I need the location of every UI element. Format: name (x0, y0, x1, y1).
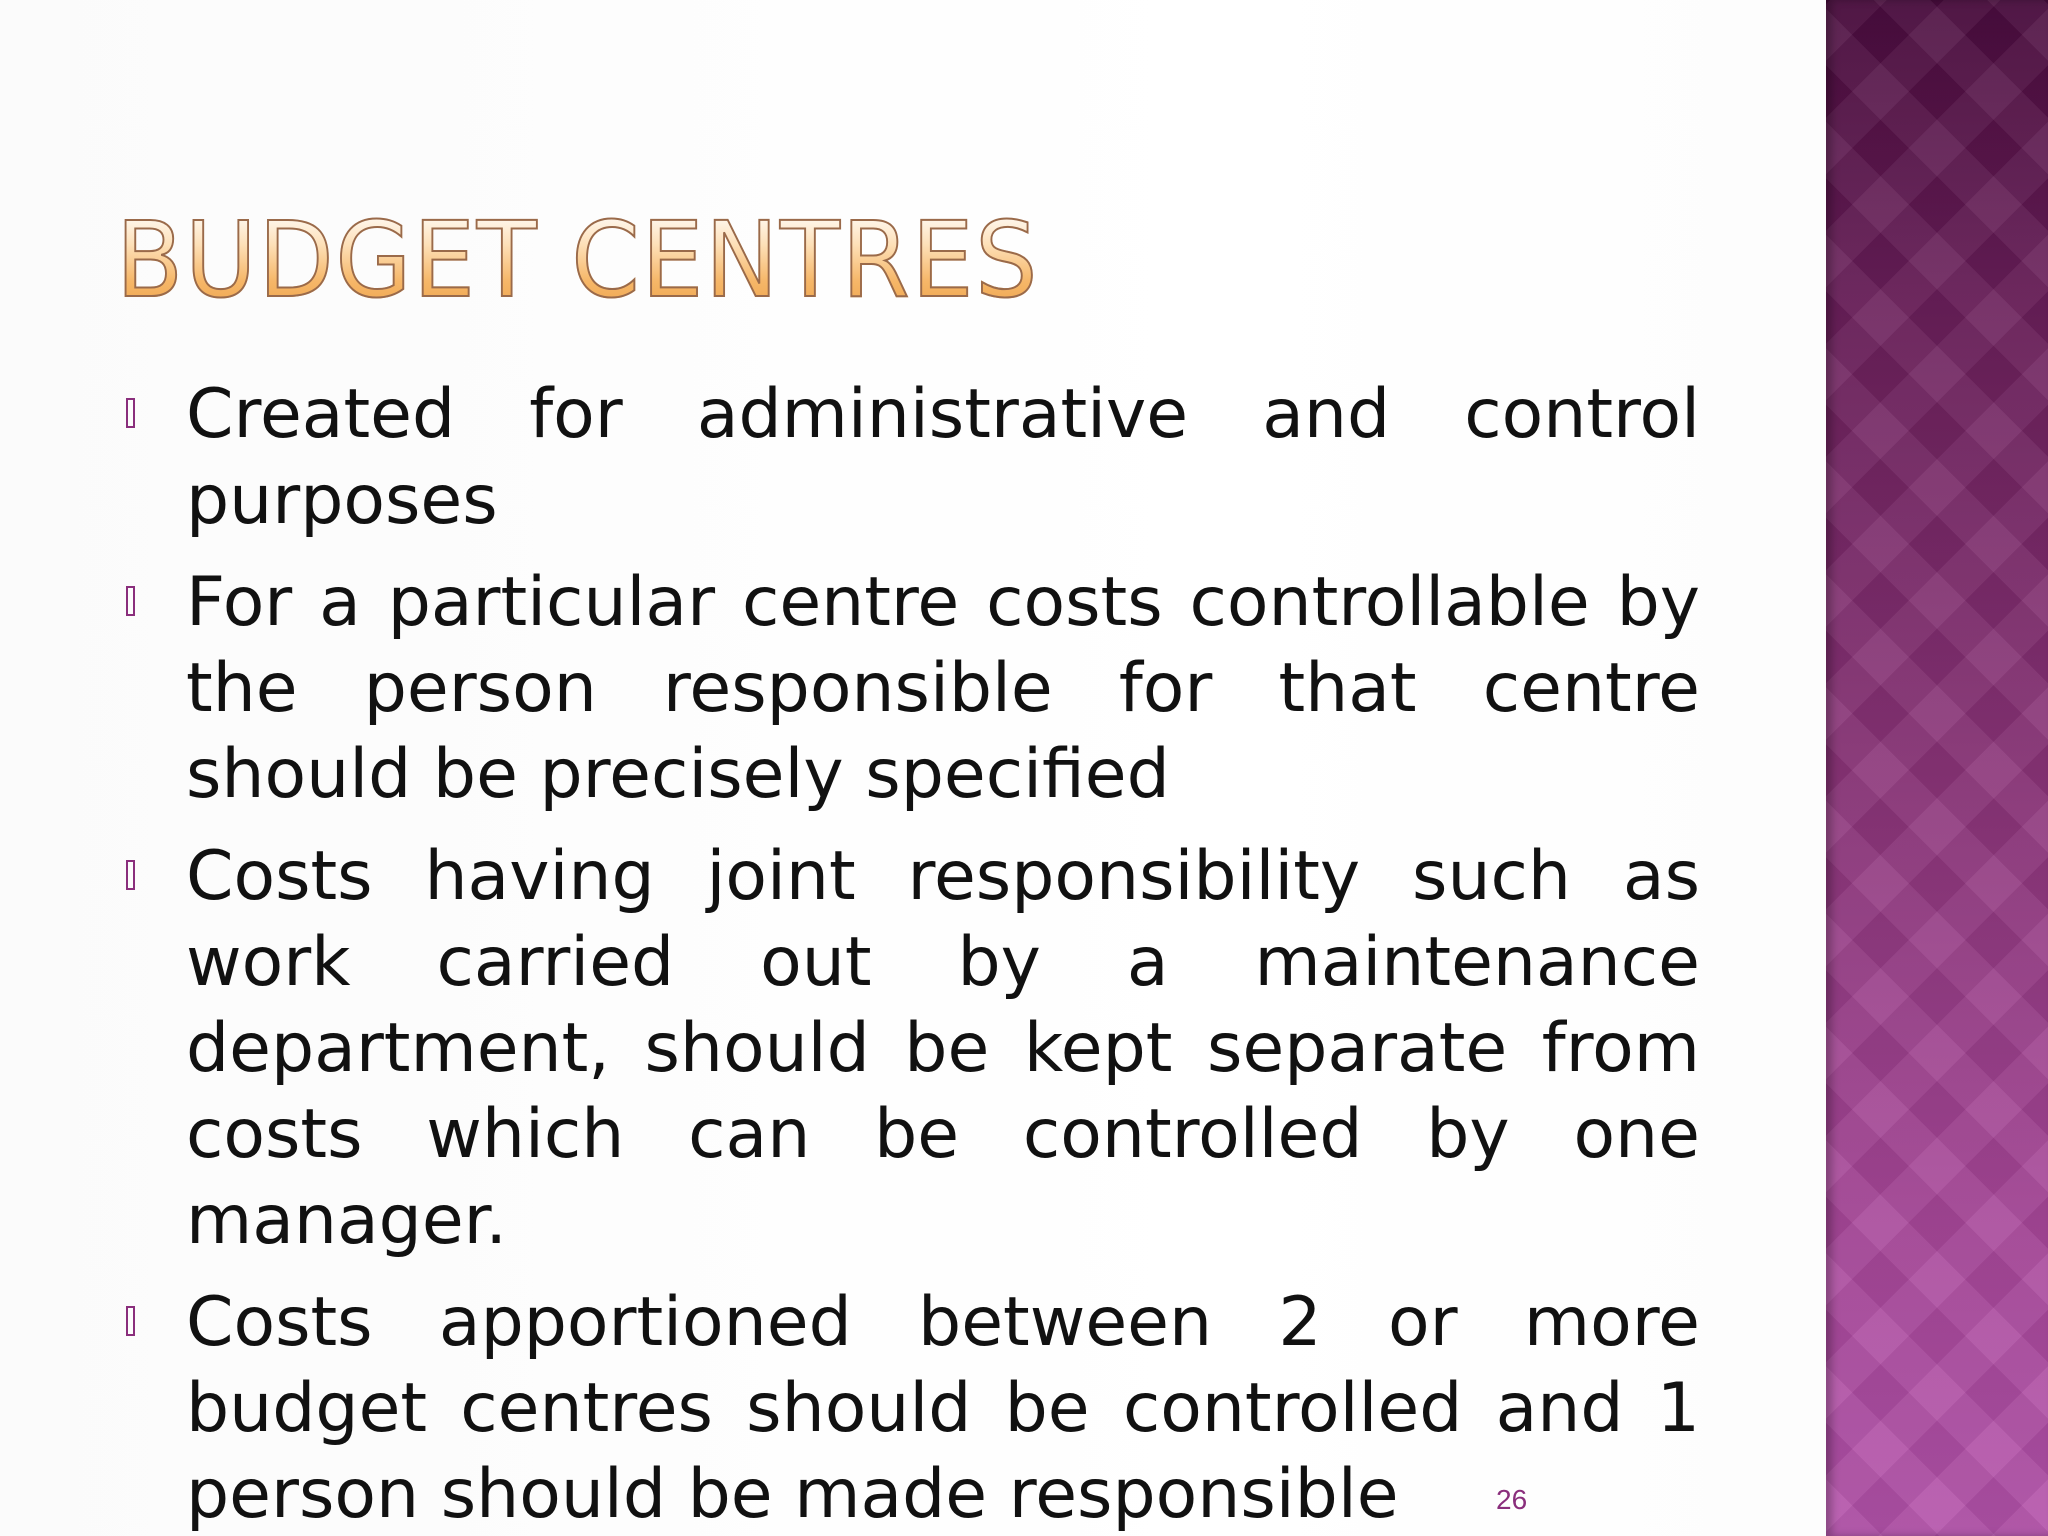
bullet-item (120, 1280, 1700, 1536)
decorative-side-band (1826, 0, 2048, 1536)
square-bullet-icon (126, 1306, 135, 1336)
bullet-item (120, 560, 1700, 818)
square-bullet-icon (126, 398, 135, 428)
bullet-text: For a particular centre costs controllable by the person responsible for that centre should be precisely specified (186, 563, 1700, 814)
square-bullet-icon (126, 860, 135, 890)
bullet-text: Costs having joint responsibility such as work carried out by a maintenance department, should be kept separate from costs which can be controlled by one manager. (186, 837, 1700, 1260)
square-bullet-icon (126, 586, 135, 616)
bullet-text: Costs apportioned between 2 or more budget centres should be controlled and 1 person should be made responsible (186, 1283, 1700, 1534)
slide-title: BUDGET CENTRES (116, 199, 1040, 321)
bullet-list (120, 372, 1700, 1536)
bullet-text: Created for administrative and control purposes (186, 375, 1700, 540)
bullet-item (120, 834, 1700, 1264)
page-number: 26 (1496, 1484, 1528, 1515)
bullet-item (120, 372, 1700, 544)
